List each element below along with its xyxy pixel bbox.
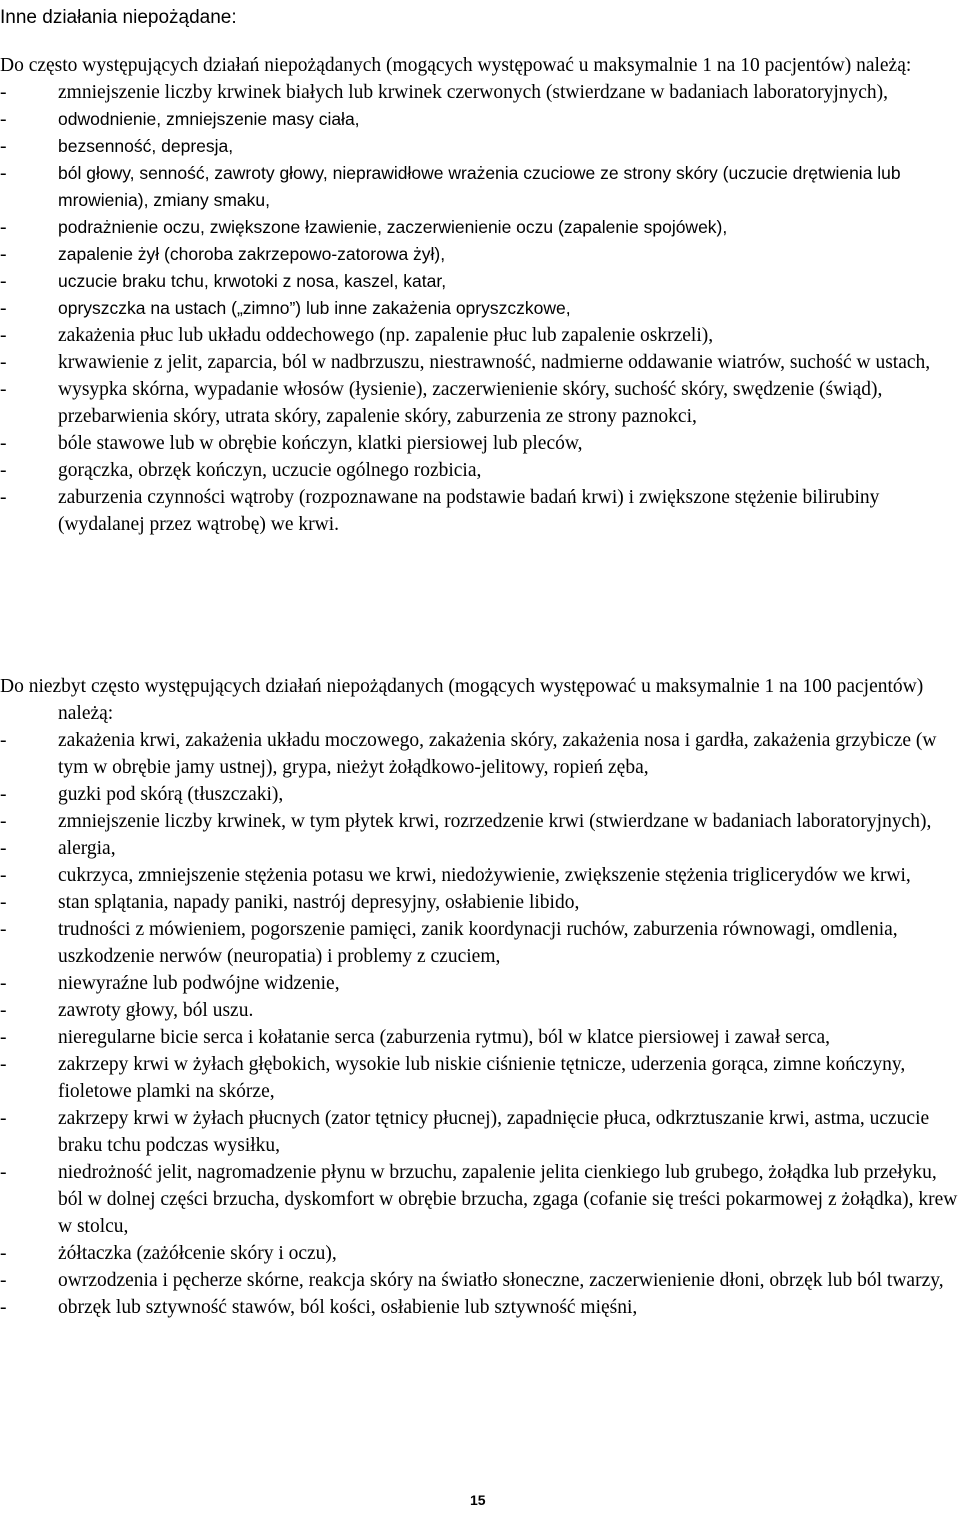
list-item — [0, 781, 958, 808]
list-item-text: zmniejszenie liczby krwinek, w tym płytek krwi, rozrzedzenie krwi (stwierdzane w badaniach laboratoryjnych), — [58, 811, 932, 832]
list-dash: - — [0, 379, 7, 400]
list-dash: - — [0, 865, 7, 886]
list-item — [0, 214, 958, 241]
list-item — [0, 835, 958, 862]
uncommon-intro: Do niezbyt często występujących działań niepożądanych (mogących występować u maksymalnie 1 na 100 pacjentów) należą: — [0, 676, 924, 724]
list-item-text: owrzodzenia i pęcherze skórne, reakcja skóry na światło słoneczne, zaczerwienienie dłoni, obrzęk lub ból twarzy, — [58, 1270, 944, 1291]
list-item — [0, 106, 958, 133]
list-item — [0, 1240, 958, 1267]
list-item-text: alergia, — [58, 838, 116, 859]
list-item — [0, 295, 958, 322]
list-item — [0, 349, 958, 376]
uncommon-side-effects-list — [0, 727, 958, 1321]
list-dash: - — [0, 487, 7, 508]
list-item-text: gorączka, obrzęk kończyn, uczucie ogólnego rozbicia, — [58, 460, 482, 481]
list-item — [0, 430, 958, 457]
list-dash: - — [0, 217, 7, 238]
list-item-text: zakażenia krwi, zakażenia układu moczowego, zakażenia skóry, zakażenia nosa i gardła, zakażenia grzybicze (w tym w obrębie jamy ustnej), grypa, nieżyt żołądkowo-jelitowy, ropień zęba, — [58, 730, 937, 778]
list-item-text: odwodnienie, zmniejszenie masy ciała, — [58, 109, 360, 129]
list-item-text: wysypka skórna, wypadanie włosów (łysienie), zaczerwienienie skóry, suchość skóry, swędzenie (świąd), przebarwienia skóry, utrata skóry, zapalenie skóry, zaburzenia ze strony paznokci, — [58, 379, 883, 427]
list-item — [0, 1294, 958, 1321]
list-dash: - — [0, 244, 7, 265]
list-item-text: krwawienie z jelit, zaparcia, ból w nadbrzuszu, niestrawność, nadmierne oddawanie wiatrów, suchość w ustach, — [58, 352, 931, 373]
list-dash: - — [0, 811, 7, 832]
common-side-effects-list — [0, 79, 958, 538]
list-dash: - — [0, 1243, 7, 1264]
common-side-effects-section — [0, 52, 958, 538]
list-item — [0, 268, 958, 295]
list-item-text: zakrzepy krwi w żyłach płucnych (zator tętnicy płucnej), zapadnięcie płuca, odkrztuszanie krwi, astma, uczucie braku tchu podczas wysiłku, — [58, 1108, 930, 1156]
common-intro: Do często występujących działań niepożądanych (mogących występować u maksymalnie 1 na 10 pacjentów) należą: — [0, 55, 912, 76]
list-item-text: uczucie braku tchu, krwotoki z nosa, kaszel, katar, — [58, 271, 447, 291]
list-item — [0, 1024, 958, 1051]
list-dash: - — [0, 1297, 7, 1318]
list-dash: - — [0, 1270, 7, 1291]
list-item — [0, 997, 958, 1024]
list-item-text: opryszczka na ustach („zimno”) lub inne zakażenia opryszczkowe, — [58, 298, 571, 318]
list-item — [0, 133, 958, 160]
list-item — [0, 322, 958, 349]
list-item — [0, 1267, 958, 1294]
list-item — [0, 889, 958, 916]
list-dash: - — [0, 352, 7, 373]
list-dash: - — [0, 1054, 7, 1075]
list-item-text: bóle stawowe lub w obrębie kończyn, klatki piersiowej lub pleców, — [58, 433, 583, 454]
list-item-text: cukrzyca, zmniejszenie stężenia potasu we krwi, niedożywienie, zwiększenie stężenia triglicerydów we krwi, — [58, 865, 911, 886]
list-item — [0, 862, 958, 889]
list-item-text: obrzęk lub sztywność stawów, ból kości, osłabienie lub sztywność mięśni, — [58, 1297, 638, 1318]
list-item — [0, 970, 958, 997]
list-dash: - — [0, 838, 7, 859]
list-item-text: zawroty głowy, ból uszu. — [58, 1000, 254, 1021]
list-dash: - — [0, 1162, 7, 1183]
list-item-text: trudności z mówieniem, pogorszenie pamięci, zanik koordynacji ruchów, zaburzenia równowagi, omdlenia, uszkodzenie nerwów (neuropatia) i problemy z czuciem, — [58, 919, 898, 967]
list-item — [0, 1051, 958, 1105]
list-dash: - — [0, 1027, 7, 1048]
list-item — [0, 376, 958, 430]
list-dash: - — [0, 784, 7, 805]
list-item-text: stan splątania, napady paniki, nastrój depresyjny, osłabienie libido, — [58, 892, 580, 913]
list-item — [0, 457, 958, 484]
list-dash: - — [0, 325, 7, 346]
list-item — [0, 79, 958, 106]
list-item — [0, 241, 958, 268]
list-dash: - — [0, 82, 7, 103]
list-item — [0, 808, 958, 835]
list-dash: - — [0, 892, 7, 913]
list-item-text: zakrzepy krwi w żyłach głębokich, wysokie lub niskie ciśnienie tętnicze, uderzenia gorąca, zimne kończyny, fioletowe plamki na skórze, — [58, 1054, 906, 1102]
list-dash: - — [0, 271, 7, 292]
list-dash: - — [0, 1108, 7, 1129]
list-dash: - — [0, 163, 7, 184]
list-item — [0, 727, 958, 781]
list-item-text: guzki pod skórą (tłuszczaki), — [58, 784, 284, 805]
list-item-text: zmniejszenie liczby krwinek białych lub krwinek czerwonych (stwierdzane w badaniach laboratoryjnych), — [58, 82, 889, 103]
list-item — [0, 1105, 958, 1159]
list-dash: - — [0, 433, 7, 454]
list-dash: - — [0, 919, 7, 940]
list-item-text: zakażenia płuc lub układu oddechowego (np. zapalenie płuc lub zapalenie oskrzeli), — [58, 325, 714, 346]
list-dash: - — [0, 1000, 7, 1021]
page-number: 15 — [470, 1492, 486, 1508]
list-item-text: ból głowy, senność, zawroty głowy, nieprawidłowe wrażenia czuciowe ze strony skóry (uczucie drętwienia lub mrowienia), zmiany smaku, — [58, 163, 901, 210]
list-item — [0, 484, 958, 538]
list-item — [0, 1159, 958, 1240]
list-item-text: nieregularne bicie serca i kołatanie serca (zaburzenia rytmu), ból w klatce piersiowej i zawał serca, — [58, 1027, 831, 1048]
list-dash: - — [0, 109, 7, 130]
list-item-text: niedrożność jelit, nagromadzenie płynu w brzuchu, zapalenie jelita cienkiego lub grubego, żołądka lub przełyku, ból w dolnej części brzucha, dyskomfort w obrębie brzucha, zgaga (cofanie się treści pokarmowej z żołądka), krew w stolcu, — [58, 1162, 958, 1237]
uncommon-side-effects-section — [0, 673, 958, 1321]
list-dash: - — [0, 298, 7, 319]
list-item-text: zaburzenia czynności wątroby (rozpoznawane na podstawie badań krwi) i zwiększone stężenie bilirubiny (wydalanej przez wątrobę) we krwi. — [58, 487, 880, 535]
list-dash: - — [0, 973, 7, 994]
section-heading: Inne działania niepożądane: — [0, 7, 237, 28]
list-item-text: zapalenie żył (choroba zakrzepowo-zatorowa żył), — [58, 244, 446, 264]
list-dash: - — [0, 460, 7, 481]
list-item — [0, 916, 958, 970]
list-item — [0, 160, 958, 214]
list-dash: - — [0, 136, 7, 157]
list-item-text: podrażnienie oczu, zwiększone łzawienie, zaczerwienienie oczu (zapalenie spojówek), — [58, 217, 728, 237]
list-item-text: bezsenność, depresja, — [58, 136, 234, 156]
list-item-text: niewyraźne lub podwójne widzenie, — [58, 973, 340, 994]
list-dash: - — [0, 730, 7, 751]
list-item-text: żółtaczka (zażółcenie skóry i oczu), — [58, 1243, 337, 1264]
